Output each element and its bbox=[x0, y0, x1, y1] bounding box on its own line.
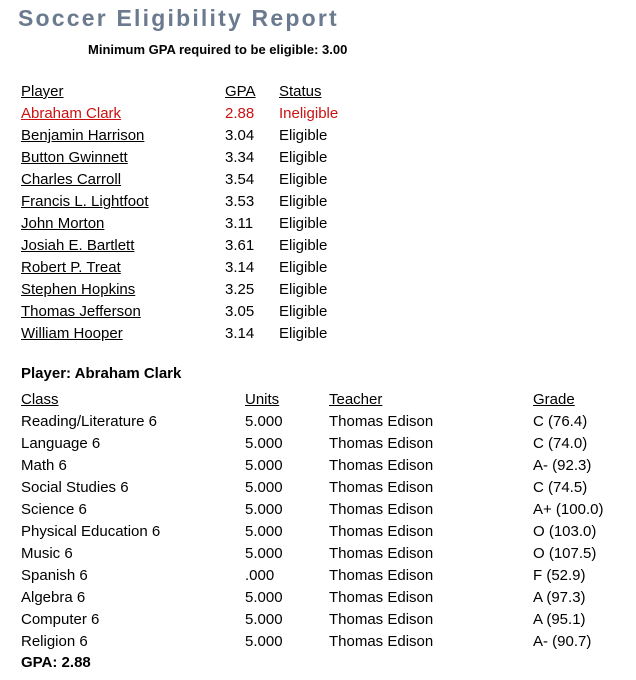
class-units: .000 bbox=[245, 567, 275, 584]
summary-row bbox=[0, 215, 636, 237]
class-units: 5.000 bbox=[245, 413, 283, 430]
class-units: 5.000 bbox=[245, 633, 283, 650]
class-teacher: Thomas Edison bbox=[329, 567, 434, 584]
class-teacher: Thomas Edison bbox=[329, 501, 434, 518]
player-status: Eligible bbox=[279, 193, 328, 210]
class-units: 5.000 bbox=[245, 479, 283, 496]
player-link[interactable]: Charles Carroll bbox=[21, 171, 122, 188]
player-gpa: 3.53 bbox=[225, 193, 255, 210]
detail-header-row bbox=[0, 391, 636, 413]
summary-row bbox=[0, 171, 636, 193]
class-units: 5.000 bbox=[245, 611, 283, 628]
report-title: Soccer Eligibility Report bbox=[18, 5, 339, 31]
player-status: Eligible bbox=[279, 237, 328, 254]
player-status: Eligible bbox=[279, 325, 328, 342]
player-gpa: 3.04 bbox=[225, 127, 255, 144]
summary-row bbox=[0, 281, 636, 303]
class-units: 5.000 bbox=[245, 457, 283, 474]
class-name: Language 6 bbox=[21, 435, 101, 452]
player-status: Eligible bbox=[279, 303, 328, 320]
class-row bbox=[0, 479, 636, 501]
player-link[interactable]: Abraham Clark bbox=[21, 105, 122, 122]
class-row bbox=[0, 545, 636, 567]
player-link[interactable]: Francis L. Lightfoot bbox=[21, 193, 149, 210]
detail-gpa: GPA: 2.88 bbox=[21, 654, 91, 671]
class-grade: O (103.0) bbox=[533, 523, 597, 540]
class-name: Computer 6 bbox=[21, 611, 100, 628]
player-status: Eligible bbox=[279, 171, 328, 188]
header-units: Units bbox=[245, 391, 280, 408]
summary-row bbox=[0, 193, 636, 215]
player-gpa: 3.34 bbox=[225, 149, 255, 166]
class-units: 5.000 bbox=[245, 435, 283, 452]
player-link[interactable]: John Morton bbox=[21, 215, 105, 232]
min-gpa-note: Minimum GPA required to be eligible: 3.00 bbox=[88, 42, 348, 57]
class-teacher: Thomas Edison bbox=[329, 479, 434, 496]
player-gpa: 3.05 bbox=[225, 303, 255, 320]
player-gpa: 3.25 bbox=[225, 281, 255, 298]
class-teacher: Thomas Edison bbox=[329, 413, 434, 430]
player-link[interactable]: Benjamin Harrison bbox=[21, 127, 145, 144]
player-status: Ineligible bbox=[279, 105, 339, 122]
class-grade: C (74.5) bbox=[533, 479, 588, 496]
class-units: 5.000 bbox=[245, 501, 283, 518]
class-grade: O (107.5) bbox=[533, 545, 597, 562]
player-gpa: 2.88 bbox=[225, 105, 255, 122]
class-name: Science 6 bbox=[21, 501, 87, 518]
class-units: 5.000 bbox=[245, 589, 283, 606]
class-teacher: Thomas Edison bbox=[329, 457, 434, 474]
summary-row bbox=[0, 149, 636, 171]
player-gpa: 3.14 bbox=[225, 325, 255, 342]
player-link[interactable]: Robert P. Treat bbox=[21, 259, 121, 276]
class-row bbox=[0, 457, 636, 479]
player-status: Eligible bbox=[279, 149, 328, 166]
header-gpa: GPA bbox=[225, 83, 256, 100]
player-gpa: 3.54 bbox=[225, 171, 255, 188]
class-name: Spanish 6 bbox=[21, 567, 88, 584]
class-name: Religion 6 bbox=[21, 633, 88, 650]
header-class: Class bbox=[21, 391, 59, 408]
detail-heading: Player: Abraham Clark bbox=[21, 365, 182, 382]
player-link[interactable]: Stephen Hopkins bbox=[21, 281, 136, 298]
class-row bbox=[0, 523, 636, 545]
player-status: Eligible bbox=[279, 127, 328, 144]
class-name: Physical Education 6 bbox=[21, 523, 161, 540]
class-row bbox=[0, 611, 636, 633]
summary-row bbox=[0, 127, 636, 149]
class-units: 5.000 bbox=[245, 545, 283, 562]
header-status: Status bbox=[279, 83, 322, 100]
class-name: Social Studies 6 bbox=[21, 479, 129, 496]
class-teacher: Thomas Edison bbox=[329, 611, 434, 628]
class-row bbox=[0, 633, 636, 655]
summary-row bbox=[0, 105, 636, 127]
class-grade: A- (92.3) bbox=[533, 457, 592, 474]
player-link[interactable]: Button Gwinnett bbox=[21, 149, 128, 166]
summary-header-row bbox=[0, 83, 636, 105]
class-units: 5.000 bbox=[245, 523, 283, 540]
class-teacher: Thomas Edison bbox=[329, 545, 434, 562]
class-teacher: Thomas Edison bbox=[329, 589, 434, 606]
player-gpa: 3.14 bbox=[225, 259, 255, 276]
player-status: Eligible bbox=[279, 259, 328, 276]
player-link[interactable]: Josiah E. Bartlett bbox=[21, 237, 135, 254]
class-teacher: Thomas Edison bbox=[329, 435, 434, 452]
player-status: Eligible bbox=[279, 215, 328, 232]
class-grade: A (95.1) bbox=[533, 611, 586, 628]
summary-row bbox=[0, 237, 636, 259]
class-row bbox=[0, 413, 636, 435]
class-row bbox=[0, 435, 636, 457]
summary-row bbox=[0, 303, 636, 325]
player-status: Eligible bbox=[279, 281, 328, 298]
class-grade: A- (90.7) bbox=[533, 633, 592, 650]
summary-row bbox=[0, 259, 636, 281]
header-player: Player bbox=[21, 83, 64, 100]
class-row bbox=[0, 567, 636, 589]
summary-row bbox=[0, 325, 636, 347]
header-teacher: Teacher bbox=[329, 391, 383, 408]
class-grade: A (97.3) bbox=[533, 589, 586, 606]
player-gpa: 3.61 bbox=[225, 237, 255, 254]
player-link[interactable]: William Hooper bbox=[21, 325, 123, 342]
class-grade: C (76.4) bbox=[533, 413, 588, 430]
class-name: Reading/Literature 6 bbox=[21, 413, 157, 430]
class-name: Math 6 bbox=[21, 457, 67, 474]
player-gpa: 3.11 bbox=[225, 215, 254, 232]
player-link[interactable]: Thomas Jefferson bbox=[21, 303, 141, 320]
class-teacher: Thomas Edison bbox=[329, 523, 434, 540]
class-grade: C (74.0) bbox=[533, 435, 588, 452]
class-grade: F (52.9) bbox=[533, 567, 586, 584]
header-grade: Grade bbox=[533, 391, 575, 408]
class-row bbox=[0, 501, 636, 523]
class-row bbox=[0, 589, 636, 611]
class-teacher: Thomas Edison bbox=[329, 633, 434, 650]
class-grade: A+ (100.0) bbox=[533, 501, 604, 518]
class-name: Algebra 6 bbox=[21, 589, 86, 606]
class-name: Music 6 bbox=[21, 545, 73, 562]
